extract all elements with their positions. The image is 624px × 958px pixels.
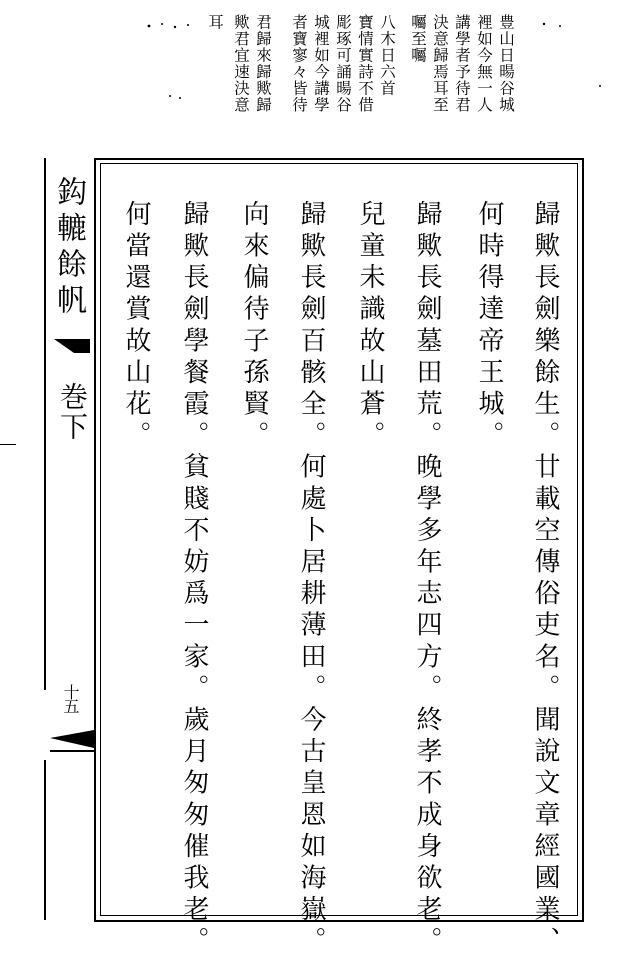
poem-column: 何時得達帝王城。 — [474, 200, 504, 453]
volume-label: 巻下 — [56, 382, 89, 442]
fish-tail-mark — [52, 333, 92, 359]
annotation-column: 豊山日暘谷城 — [497, 14, 515, 113]
margin-rule-lower — [44, 760, 46, 920]
annotation-column: 寶情實詩不借 — [356, 14, 374, 113]
poem-column: 歸歟長劍學餐霞。貧賤不妨爲一家。歲月匆匆催我老。 — [179, 200, 209, 958]
annotation-column: 彫琢可誦暘谷 — [334, 14, 352, 113]
annotation-column: 八木日六首 — [378, 14, 396, 97]
lower-fish-tail-mark — [48, 708, 96, 768]
annotation-column: 裡如今無一人 — [475, 14, 493, 113]
annotation-column: 君歸來歸歟歸 — [254, 14, 272, 113]
annotation-column: 城裡如今講學 — [312, 14, 330, 113]
annotation-column: 決意歸焉耳至 — [431, 14, 449, 113]
annotation-column: 者寶寥々皆待 — [290, 14, 308, 113]
margin-rule — [44, 158, 46, 690]
annotation-column: 歟君宜速決意 — [232, 14, 250, 113]
poem-column: 兒童未識故山蒼。 — [355, 200, 385, 453]
annotation-column: 囑至囑 — [409, 14, 427, 64]
poem-column: 歸歟長劍樂餘生。廿載空傳俗吏名。聞說文章經國業、 — [530, 200, 560, 958]
book-title: 鈎轆餘帆 — [51, 176, 86, 320]
page-number: 十五 — [61, 684, 80, 712]
text-frame-inner — [100, 163, 578, 916]
poem-column: 何當還賞故山花。 — [121, 200, 151, 453]
poem-column: 向來偏待子孫賢。 — [239, 200, 269, 453]
poem-column: 歸歟長劍百骸全。何處卜居耕薄田。今古皇恩如海嶽。 — [296, 200, 326, 958]
annotation-column: 耳 — [206, 14, 224, 31]
poem-column: 歸歟長劍墓田荒。晚學多年志四方。終孝不成身欲老。 — [412, 200, 442, 958]
annotation-column: 講學者予待君 — [453, 14, 471, 113]
